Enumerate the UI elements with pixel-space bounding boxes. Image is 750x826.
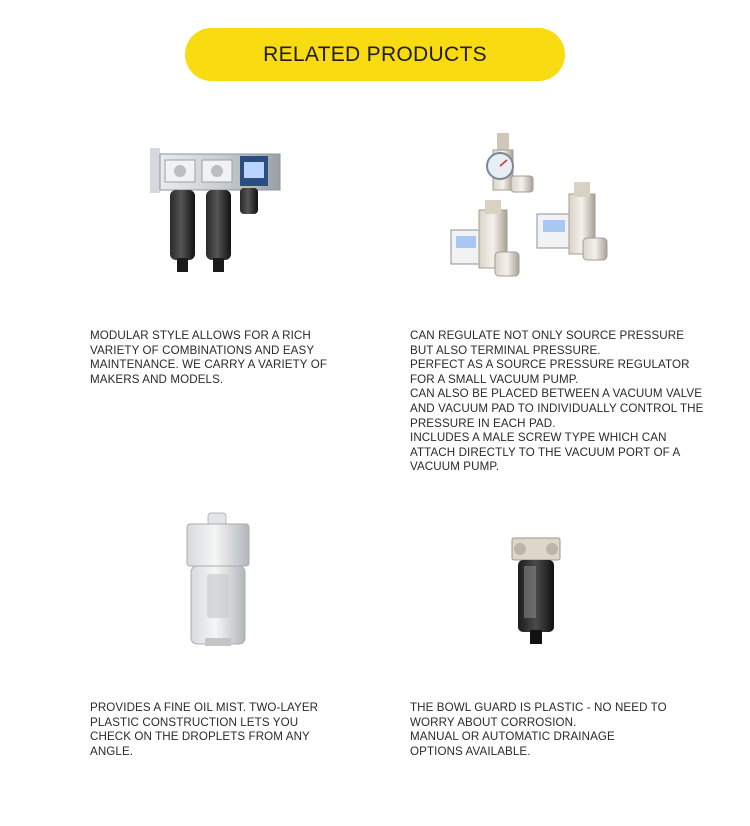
page-title: RELATED PRODUCTS [263, 42, 487, 66]
related-products-banner [185, 28, 565, 81]
vacuum-regulator-image[interactable] [445, 128, 615, 293]
product-description: THE BOWL GUARD IS PLASTIC - NO NEED TO WORRY ABOUT CORROSION. MANUAL OR AUTOMATIC DRAINAGE OPTIONS AVAILABLE. [410, 701, 667, 758]
lubricator-image[interactable] [183, 510, 253, 650]
product-description: PROVIDES A FINE OIL MIST. TWO-LAYER PLASTIC CONSTRUCTION LETS YOU CHECK ON THE DROPLETS FROM ANY ANGLE. [90, 701, 319, 758]
modular-filter-regulator-image[interactable] [140, 140, 290, 280]
product-description: MODULAR STYLE ALLOWS FOR A RICH VARIETY OF COMBINATIONS AND EASY MAINTENANCE. WE CARRY A VARIETY OF MAKERS AND MODELS. [90, 329, 328, 386]
product-description: CAN REGULATE NOT ONLY SOURCE PRESSURE BUT ALSO TERMINAL PRESSURE. PERFECT AS A SOURCE PRESSURE REGULATOR FOR A SMALL VACUUM PUMP. CAN ALSO BE PLACED BETWEEN A VACUUM VALVE AND VACUUM PAD TO INDIVIDUALLY CONTROL THE PRESSURE IN EACH PAD. INCLUDES A MALE SCREW TYPE WHICH CAN ATTACH DIRECTLY TO THE VACUUM PORT OF A VACUUM PUMP. [410, 329, 704, 474]
air-filter-image[interactable] [508, 536, 564, 646]
